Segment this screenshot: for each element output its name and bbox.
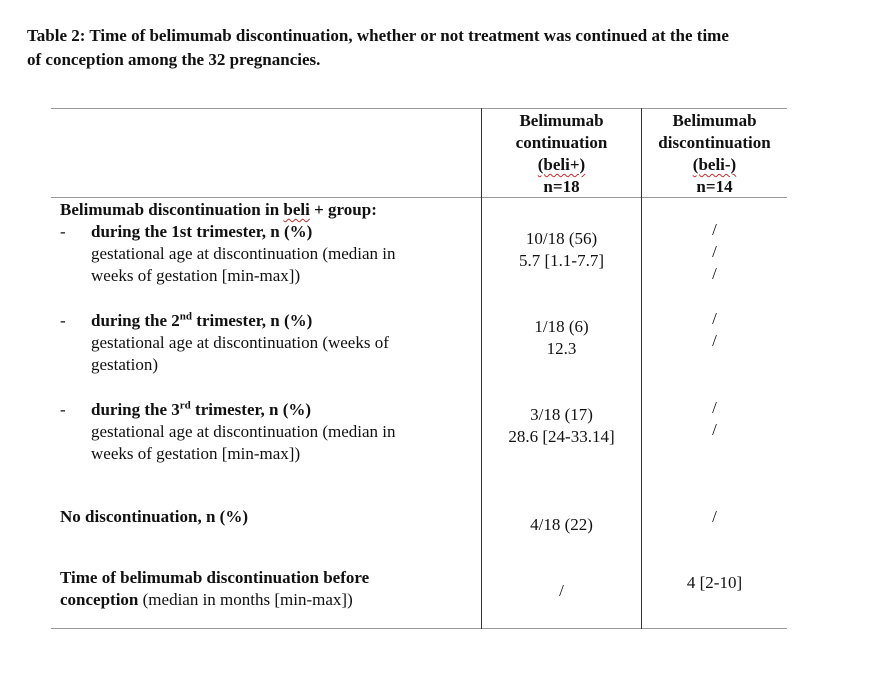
row4-beli-minus-value: / xyxy=(712,507,717,526)
row2-beli-plus-value xyxy=(482,316,641,360)
row3-slash-b: / xyxy=(712,420,717,439)
row3-count: 3/18 (17) xyxy=(530,405,593,424)
row3-beli-plus-value xyxy=(482,404,641,448)
row1-slash-c: / xyxy=(712,264,717,283)
beli-word: beli xyxy=(283,200,310,219)
row1-sub2: weeks of gestation [min-max]) xyxy=(91,266,301,285)
row5-line1: Time of belimumab discontinuation before xyxy=(60,568,370,587)
row1-beli-minus-value xyxy=(642,219,787,285)
row3-title: during the 3rd trimester, n (%) xyxy=(91,399,312,419)
header-col2-line3: (beli-) xyxy=(692,155,737,174)
row3-sub1: gestational age at discontinuation (median in xyxy=(91,422,396,441)
row2-slash-a: / xyxy=(712,309,717,328)
header-col1-line2: continuation xyxy=(515,133,608,152)
row2-value: 12.3 xyxy=(546,339,577,358)
row2-sub1: gestational age at discontinuation (weeks of xyxy=(91,333,389,352)
header-col2-line1: Belimumab xyxy=(672,111,757,130)
row5-beli-plus-value: / xyxy=(559,581,564,600)
row1-count: 10/18 (56) xyxy=(525,229,598,248)
header-col2-line2: discontinuation xyxy=(658,133,771,152)
header-col1-line3: (beli+) xyxy=(537,155,586,174)
row3-slash-a: / xyxy=(712,398,717,417)
row4-beli-plus-value: 4/18 (22) xyxy=(530,515,593,534)
row3-label xyxy=(91,399,396,465)
section-heading: Belimumab discontinuation in beli + group: xyxy=(60,200,377,219)
row2-sub2: gestation) xyxy=(91,355,159,374)
row3-beli-minus-value xyxy=(642,397,787,441)
header-beli-minus xyxy=(642,110,787,198)
row5-label xyxy=(60,567,369,611)
row1-slash-a: / xyxy=(712,220,717,239)
header-col1-line1: Belimumab xyxy=(519,111,604,130)
row1-sub1: gestational age at discontinuation (median in xyxy=(91,244,396,263)
row3-median: 28.6 [24-33.14] xyxy=(508,427,615,446)
row1-label xyxy=(91,221,396,287)
row2-slash-b: / xyxy=(712,331,717,350)
row2-beli-minus-value xyxy=(642,308,787,352)
header-col2-line4: n=14 xyxy=(696,177,733,196)
table-top-rule xyxy=(51,108,787,109)
row1-title: during the 1st trimester, n (%) xyxy=(91,222,313,241)
header-col1-line4: n=18 xyxy=(543,177,580,196)
row1-median: 5.7 [1.1-7.7] xyxy=(519,251,604,270)
row1-dash: - xyxy=(60,222,66,241)
row2-count: 1/18 (6) xyxy=(534,317,589,336)
row5-line2: conception (median in months [min-max]) xyxy=(60,590,353,609)
row2-dash: - xyxy=(60,311,66,330)
caption-line-2: of conception among the 32 pregnancies. xyxy=(27,50,321,69)
header-beli-plus xyxy=(482,110,641,198)
table-bottom-rule xyxy=(51,628,787,629)
row1-beli-plus-value xyxy=(482,228,641,272)
row1-slash-b: / xyxy=(712,242,717,261)
caption-line-1: Table 2: Time of belimumab discontinuation, whether or not treatment was continued at the time xyxy=(27,26,729,45)
row3-sub2: weeks of gestation [min-max]) xyxy=(91,444,301,463)
row5-beli-minus-value: 4 [2-10] xyxy=(686,573,743,592)
row2-title: during the 2nd trimester, n (%) xyxy=(91,310,313,330)
row4-label: No discontinuation, n (%) xyxy=(60,507,248,526)
row2-label xyxy=(91,310,389,376)
table-caption xyxy=(27,24,847,72)
row3-dash: - xyxy=(60,400,66,419)
